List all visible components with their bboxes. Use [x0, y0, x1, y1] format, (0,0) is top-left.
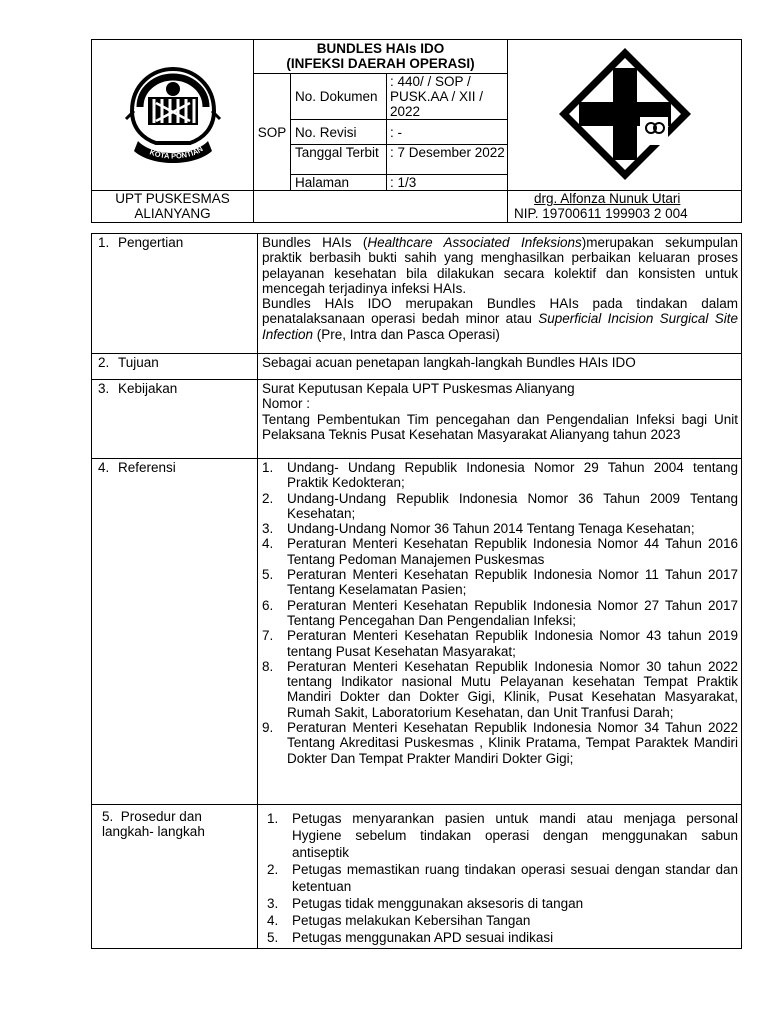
kebijakan-line-3: Tentang Pembentukan Tim pencegahan dan Pengendalian Infeksi bagi Unit Pelaksana Teknis Pusat Kesehatan Masyarakat Alianyang tahun 2023 [262, 411, 738, 442]
section-number: 2. [98, 355, 110, 370]
signer-nip: NIP. 19700611 199903 2 004 [514, 206, 688, 221]
section-title: Kebijakan [118, 381, 178, 396]
signer-block [508, 191, 742, 223]
list-item: 3. Undang-Undang Nomor 36 Tahun 2014 Tentang Tenaga Kesehatan; [262, 521, 695, 537]
signer-name: drg. Alfonza Nunuk Utari [534, 191, 681, 206]
section-content-tujuan: Sebagai acuan penetapan langkah-langkah Bundles HAIs IDO [258, 354, 742, 380]
section-label-tujuan [92, 354, 258, 380]
list-item: 4. Petugas melakukan Kebersihan Tangan [267, 913, 531, 928]
section-row [92, 234, 742, 354]
section-content-kebijakan [258, 380, 742, 459]
section-label-pengertian [92, 234, 258, 354]
section-content-prosedur [258, 805, 742, 949]
section-title: Tujuan [118, 355, 159, 370]
section-label-referensi [92, 459, 258, 805]
list-item: 1. Undang- Undang Republik Indonesia Nomor 29 Tahun 2004 tentang Praktik Kedokteran; [262, 460, 738, 491]
kota-pontianak-logo [118, 59, 228, 169]
doc-number-value: : 440/ / SOP / PUSK.AA / XII / 2022 [387, 74, 508, 120]
logo-lettering: KOTA PONTIAN [147, 143, 204, 161]
page-value: : 1/3 [387, 175, 508, 191]
list-item: 9. Peraturan Menteri Kesehatan Republik Indonesia Nomor 34 Tahun 2022 Tentang Akreditasi Puskesmas , Klinik Pratama, Tempat Paraktek Mandiri Dokter Dan Tempat Prakter Mandiri Dokter Gigi; [262, 720, 738, 766]
section-label-kebijakan [92, 380, 258, 459]
list-item: 7. Peraturan Menteri Kesehatan Republik Indonesia Nomor 43 tahun 2019 tentang Pusat Kesehatan Masyarakat; [262, 628, 738, 659]
doc-number-label: No. Dokumen [291, 74, 387, 120]
pengertian-paragraph-2: Bundles HAIs IDO merupakan Bundles HAIs pada tindakan dalam penatalaksanaan operasi bedah minor atau Superficial Incision Surgical Site Infection (Pre, Intra dan Pasca Operasi) [262, 296, 738, 342]
list-item: 2. Petugas memastikan ruang tindakan operasi sesuai dengan standar dan ketentuan [267, 862, 738, 894]
section-row [92, 354, 742, 380]
section-number: 3. [98, 381, 110, 396]
puskesmas-logo-cell [508, 40, 742, 191]
section-number: 5. [102, 809, 114, 824]
section-title: Referensi [118, 460, 176, 475]
issue-date-label: Tanggal Terbit [291, 145, 387, 175]
empty-signature-cell [254, 191, 508, 223]
sop-header-table [91, 39, 742, 223]
list-item: 6. Peraturan Menteri Kesehatan Republik Indonesia Nomor 27 Tahun 2017 Tentang Pencegahan Dan Pengendalian Infeksi; [262, 597, 738, 628]
section-title: Pengertian [118, 235, 184, 250]
kebijakan-line-2: Nomor : [262, 396, 311, 412]
revision-label: No. Revisi [291, 120, 387, 145]
unit-line-2: ALIANYANG [134, 206, 211, 221]
list-item: 3. Petugas tidak menggunakan aksesoris di tangan [267, 896, 584, 911]
puskesmas-logo [555, 44, 695, 184]
list-item: 1. Petugas menyarankan pasien untuk mandi atau menjaga personal Hygiene sebelum tindakan operasi dengan menggunakan sabun antiseptik [267, 811, 738, 860]
list-item: 2. Undang-Undang Republik Indonesia Nomor 36 Tahun 2009 Tentang Kesehatan; [262, 490, 738, 521]
section-row [92, 380, 742, 459]
document-title [254, 40, 508, 74]
city-logo-cell [92, 40, 254, 191]
section-number: 4. [98, 460, 110, 475]
title-line-1: BUNDLES HAIs IDO [316, 41, 445, 56]
reference-list [262, 460, 738, 766]
sop-content-table [91, 233, 742, 949]
section-label-prosedur [92, 805, 258, 949]
list-item: 5. Petugas menggunakan APD sesuai indikasi [267, 930, 554, 945]
unit-name [92, 191, 254, 223]
section-content-pengertian [258, 234, 742, 354]
section-number: 1. [98, 235, 110, 250]
kebijakan-line-1: Surat Keputusan Kepala UPT Puskesmas Alianyang [262, 381, 575, 396]
pengertian-paragraph-1: Bundles HAIs (Healthcare Associated Infeksions)merupakan sekumpulan praktik berbasih bukti sahih yang menghasilkan perbaikan keluaran proses pelayanan kesehatan bila dilakukan secara kolektif dan konsisten untuk mencegah terjadinya infeksi HAIs. [262, 235, 738, 296]
section-row [92, 805, 742, 949]
list-item: 4. Peraturan Menteri Kesehatan Republik Indonesia Nomor 44 Tahun 2016 Tentang Pedoman Manajemen Puskesmas [262, 536, 738, 567]
procedure-list [262, 810, 738, 946]
italic-term: Healthcare Associated Infeksions [367, 235, 582, 250]
unit-line-1: UPT PUSKESMAS [115, 191, 230, 206]
list-item: 5. Peraturan Menteri Kesehatan Republik Indonesia Nomor 11 Tahun 2017 Tentang Keselamatan Pasien; [262, 567, 738, 598]
page-label: Halaman [291, 175, 387, 191]
section-title: Prosedur dan [120, 809, 202, 824]
sop-label: SOP [254, 74, 291, 191]
section-content-referensi [258, 459, 742, 805]
title-line-2: (INFEKSI DAERAH OPERASI) [286, 56, 475, 71]
list-item: 8. Peraturan Menteri Kesehatan Republik Indonesia Nomor 30 tahun 2022 tentang Indikator nasional Mutu Pelayanan kesehatan Tempat Praktik Mandiri Dokter dan Dokter Gigi, Klinik, Pusat Kesehatan Masyarakat, Rumah Sakit, Laboratorium Kesehatan, dan Unit Tranfusi Darah; [262, 658, 738, 720]
section-row [92, 459, 742, 805]
revision-value: : - [387, 120, 508, 145]
issue-date-value: : 7 Desember 2022 [387, 145, 508, 175]
section-title-line-2: langkah- langkah [102, 824, 205, 840]
italic-term: Superficial Incision Surgical Site Infection [262, 311, 738, 342]
